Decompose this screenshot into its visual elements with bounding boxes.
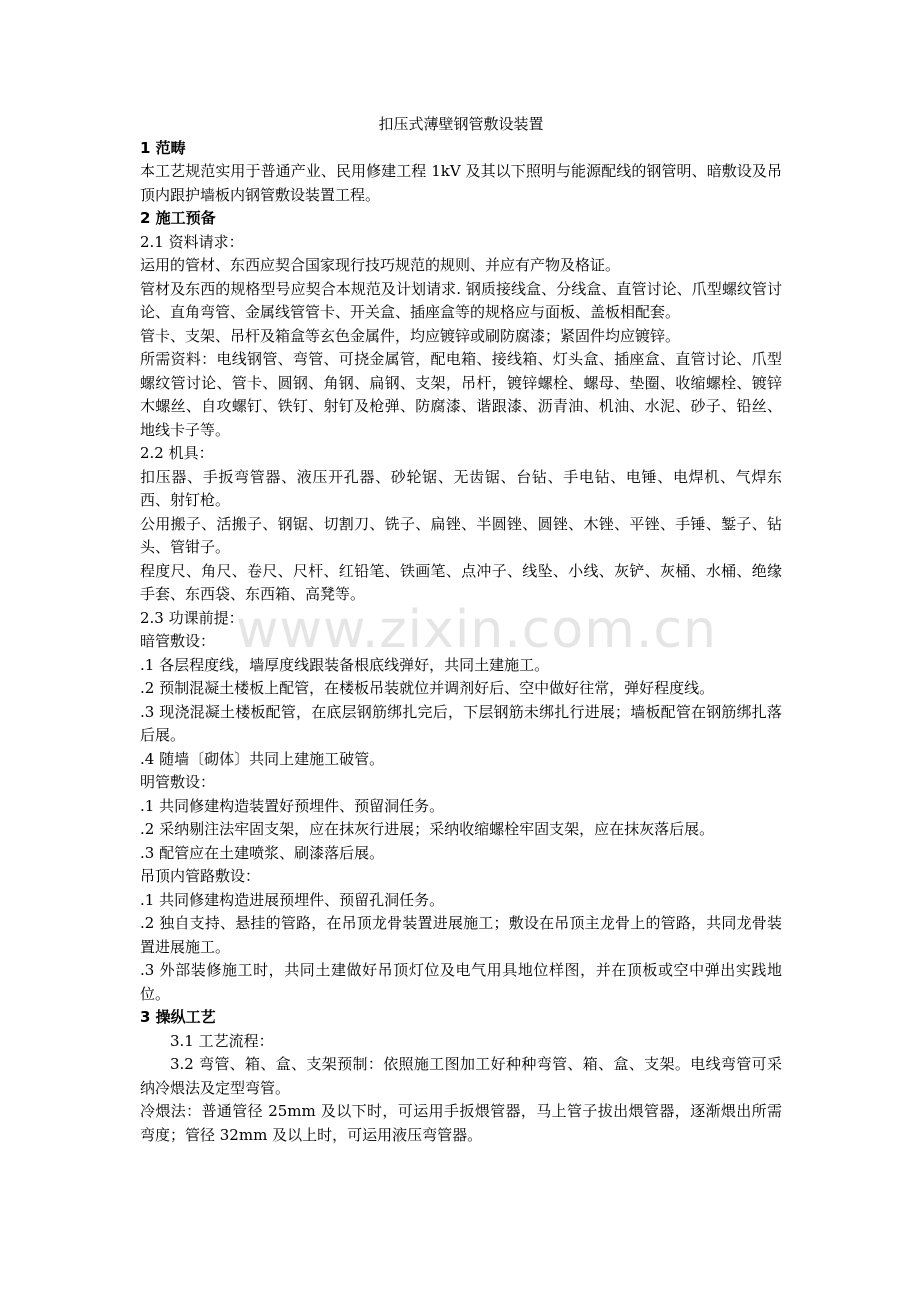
paragraph: .1 各层程度线，墙厚度线跟装备根底线弹好，共同土建施工。: [140, 655, 550, 674]
paragraph-list: [140, 137, 782, 1148]
paragraph: .1 共同修建构造进展预埋件、预留孔洞任务。: [140, 890, 445, 909]
paragraph: 冷煨法：普通管径 25mm 及以下时，可运用手扳煨管器，马上管子拔出煨管器，逐渐煨出所需弯度；管径 32mm 及以上时，可运用液压弯管器。: [140, 1102, 782, 1144]
paragraph: .1 共同修建构造装置好预埋件、预留洞任务。: [140, 796, 445, 815]
paragraph: 明管敷设：: [140, 773, 216, 791]
paragraph: 3.1 工艺流程：: [170, 1031, 274, 1050]
paragraph: 2.3 功课前提：: [140, 608, 244, 627]
paragraph: 所需资料：电线钢管、弯管、可挠金属管，配电箱、接线箱、灯头盒、插座盒、直管讨论、爪型螺纹管讨论、管卡、圆钢、角钢、扁钢、支架，吊杆，镀锌螺栓、螺母、垫圈、收缩螺栓、镀锌木螺丝、自攻螺钉、铁钉、射钉及枪弹、防腐漆、谐跟漆、沥青油、机油、水泥、砂子、铅丝、地线卡子等。: [140, 350, 782, 439]
paragraph: 运用的管材、东西应契合国家现行技巧规范的规则、并应有产物及格证。: [140, 256, 621, 274]
paragraph: 吊顶内管路敷设：: [140, 867, 261, 885]
paragraph: .3 现浇混凝土楼板配管，在底层钢筋绑扎完后，下层钢筋未绑扎行进展；墙板配管在钢筋绑扎落后展。: [140, 702, 782, 744]
document-body: [140, 113, 782, 1147]
paragraph: .3 外部装修施工时，共同土建做好吊顶灯位及电气用具地位样图，并在顶板或空中弹出实践地位。: [140, 961, 782, 1003]
paragraph: 2.2 机具：: [140, 444, 214, 462]
paragraph: 公用搬子、活搬子、钢锯、切割刀、铣子、扁锉、半圆锉、圆锉、木锉、平锉、手锤、錾子、钻头、管钳子。: [140, 514, 782, 556]
watermark: www.zixin.com.cn: [236, 600, 717, 660]
paragraph: 暗管敷设：: [140, 632, 216, 650]
section-heading: 1 范畴: [140, 138, 186, 157]
paragraph: .2 独自支持、悬挂的管路，在吊顶龙骨装置进展施工；敷设在吊顶主龙骨上的管路，共同龙骨装置进展施工。: [140, 914, 782, 956]
paragraph: .2 采纳剔注法牢固支架，应在抹灰行进展；采纳收缩螺栓牢固支架，应在抹灰落后展。: [140, 820, 715, 838]
paragraph: .2 预制混凝土楼板上配管，在楼板吊装就位并调剂好后、空中做好往常，弹好程度线。: [140, 679, 715, 697]
paragraph: .4 随墙〔砌体〕共同上建施工破管。: [140, 749, 385, 768]
paragraph: 3.2 弯管、箱、盒、支架预制：依照施工图加工好种种弯管、箱、盒、支架。电线弯管可采纳冷煨法及定型弯管。: [140, 1055, 782, 1097]
paragraph: 管材及东西的规格型号应契合本规范及计划请求. 钢质接线盒、分线盒、直管讨论、爪型螺纹管讨论、直角弯管、金属线管管卡、开关盒、插座盒等的规格应与面板、盖板相配套。: [140, 279, 782, 321]
section-heading: 2 施工预备: [140, 209, 216, 227]
paragraph: 本工艺规范实用于普通产业、民用修建工程 1kV 及其以下照明与能源配线的钢管明、暗敷设及吊顶内跟护墙板内钢管敷设装置工程。: [140, 162, 782, 204]
paragraph: 程度尺、角尺、卷尺、尺杆、红铅笔、铁画笔、点冲子、线坠、小线、灰铲、灰桶、水桶、绝缘手套、东西袋、东西箱、高凳等。: [140, 561, 782, 603]
document-title: 扣压式薄壁钢管敷设装置: [378, 115, 544, 133]
paragraph: 2.1 资料请求：: [140, 232, 244, 251]
paragraph: 扣压器、手扳弯管器、液压开孔器、砂轮锯、无齿锯、台钻、手电钻、电锤、电焊机、气焊东西、射钉枪。: [140, 467, 782, 509]
paragraph: .3 配管应在土建喷浆、刷漆落后展。: [140, 843, 385, 862]
section-heading: 3 操纵工艺: [140, 1008, 216, 1026]
paragraph: 管卡、支架、吊杆及箱盒等玄色金属件，均应镀锌或刷防腐漆；紧固件均应镀锌。: [140, 326, 681, 345]
